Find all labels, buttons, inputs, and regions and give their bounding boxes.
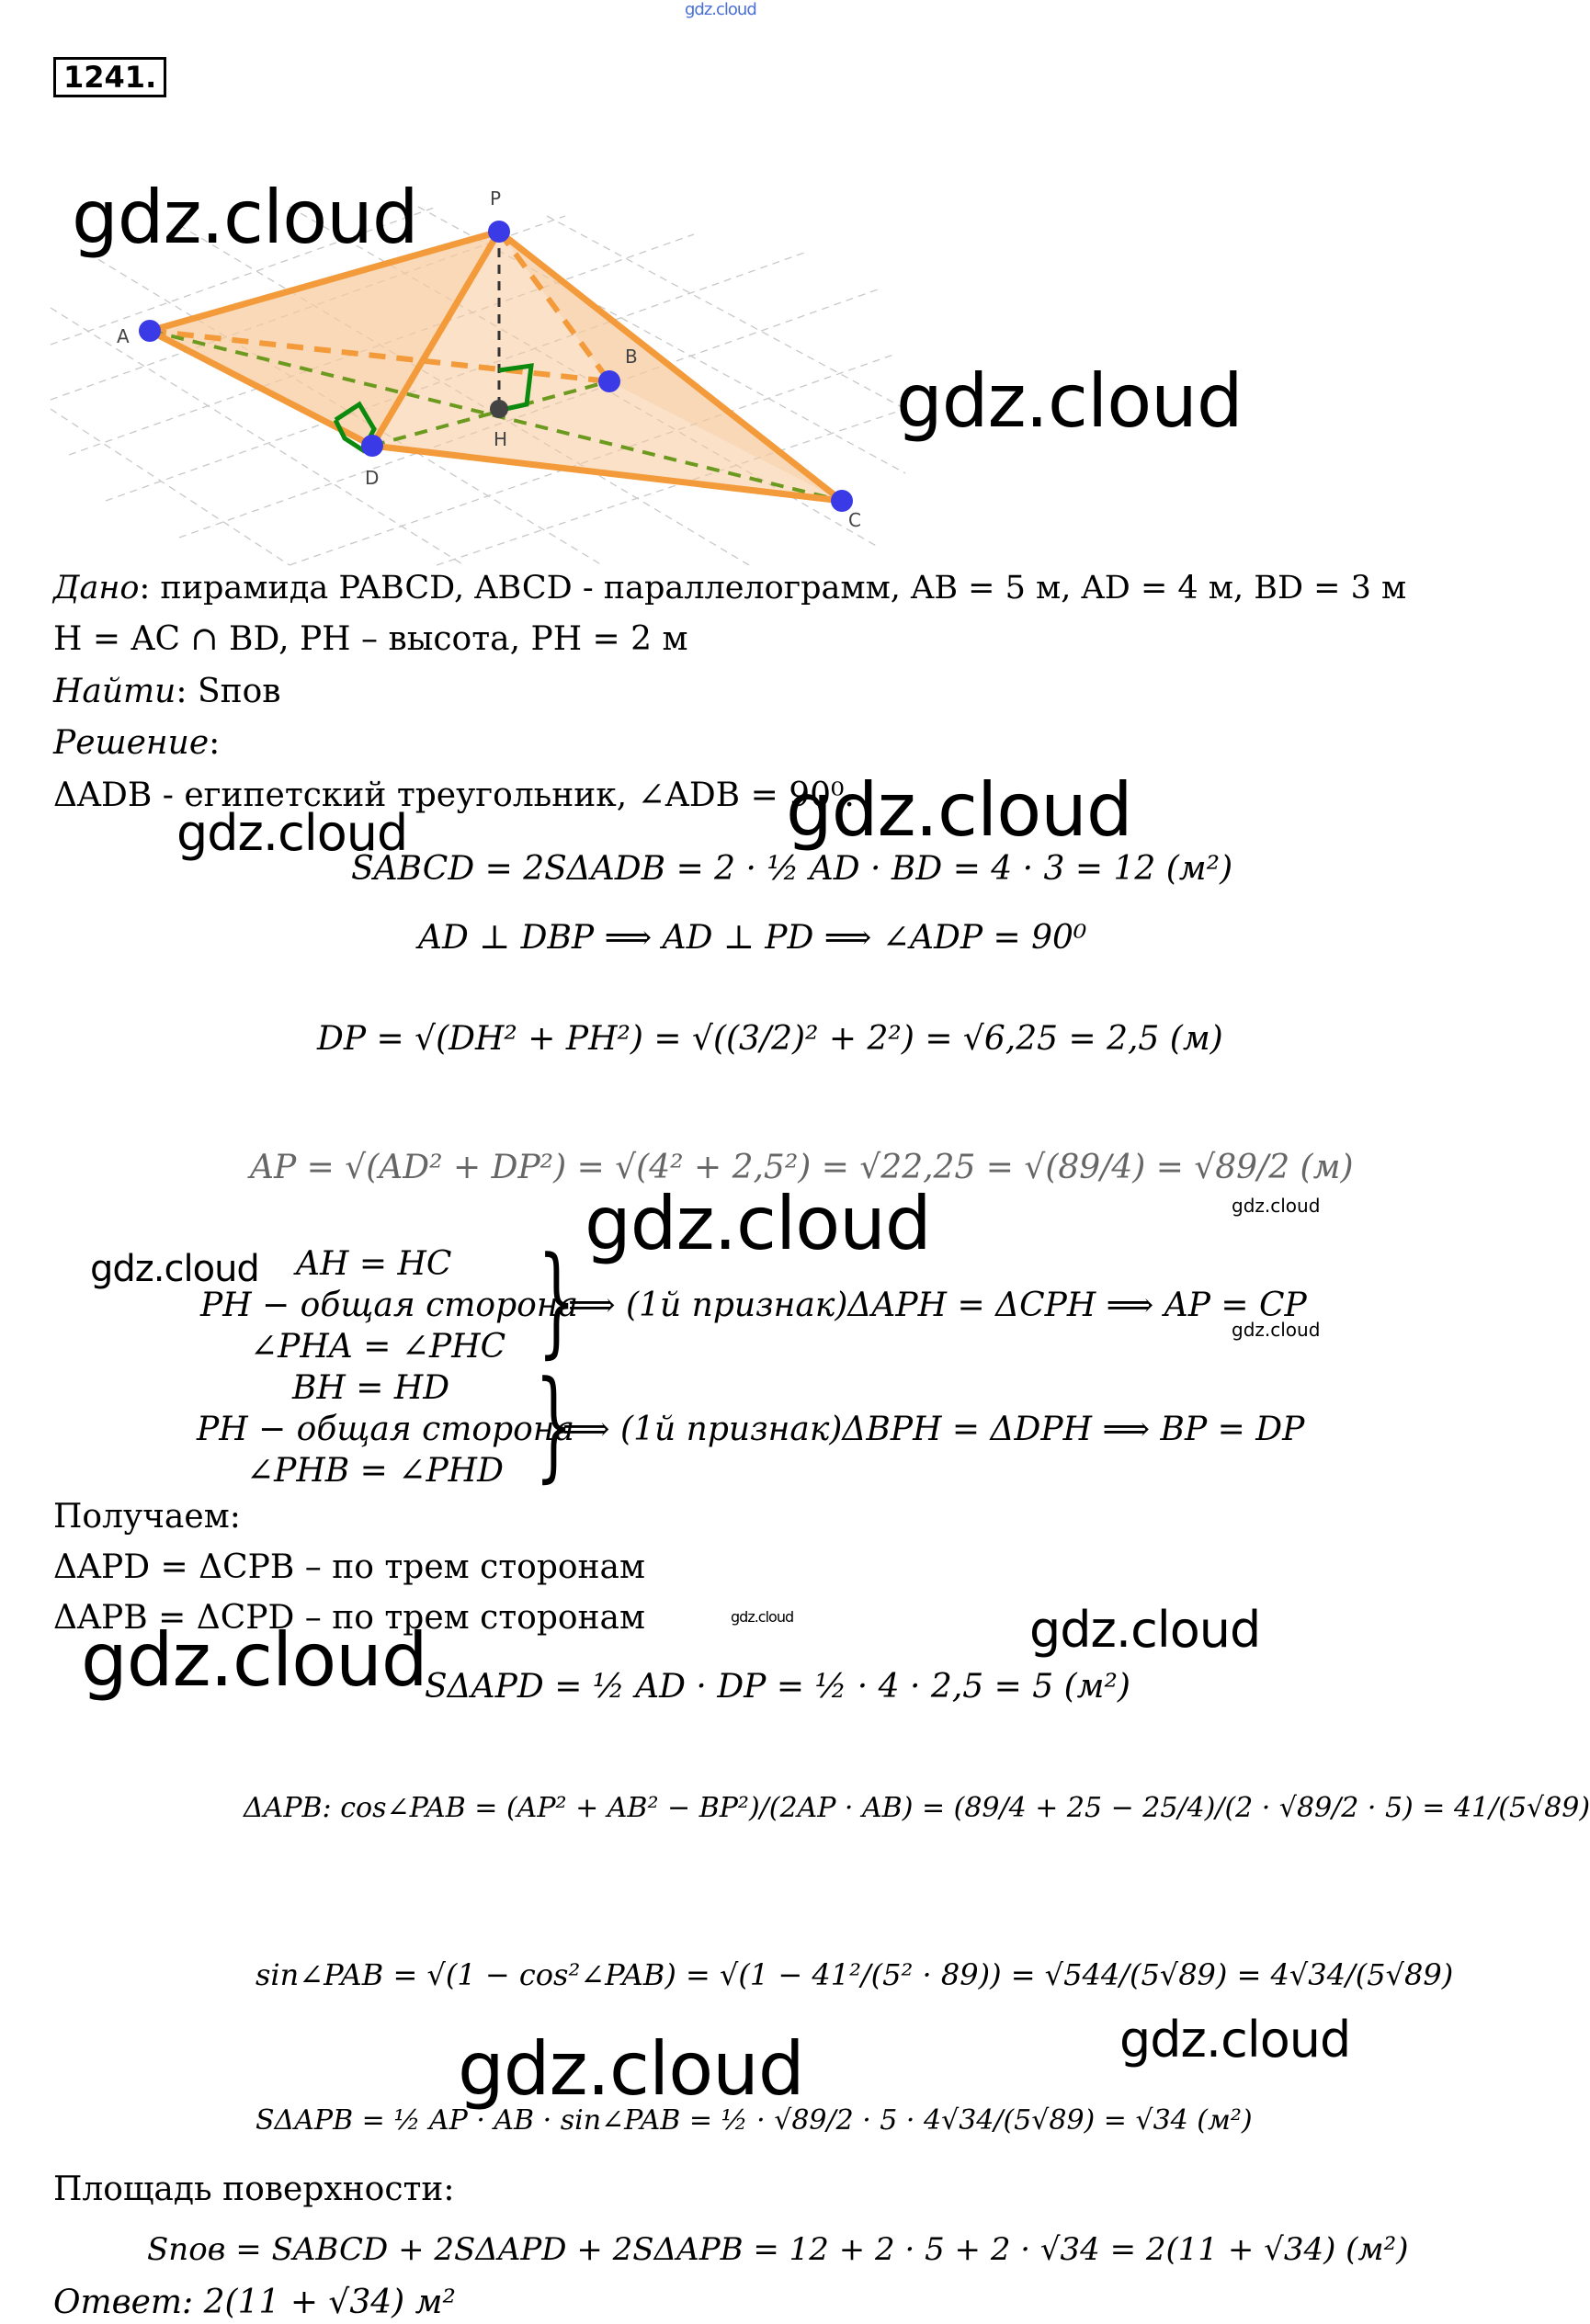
given-text: : пирамида PABCD, ABCD - параллелограмм, AB = 5 м, AD = 4 м, BD = 3 м	[139, 570, 1407, 607]
watermark: gdz.cloud	[90, 1248, 259, 1290]
system1-brace: }	[538, 1230, 576, 1370]
eq-ap: AP = √(AD² + DP²) = √(4² + 2,5²) = √22,25 = √(89/4) = √89/2 (м)	[250, 1149, 1354, 1186]
system2-line2: PH − общая сторона	[197, 1411, 574, 1448]
eq-s-abcd: SABCD = 2SΔADB = 2 · ½ AD · BD = 4 · 3 = 12 (м²)	[351, 850, 1233, 888]
solution-line	[53, 724, 220, 762]
eq-dp: DP = √(DH² + PH²) = √((3/2)² + 2²) = √6,25 = 2,5 (м)	[317, 1020, 1223, 1058]
watermark: gdz.cloud	[72, 175, 418, 260]
eq-perpendicular: AD ⊥ DBP ⟹ AD ⊥ PD ⟹ ∠ADP = 90⁰	[418, 919, 1087, 957]
label-A: A	[117, 325, 130, 347]
top-watermark: gdz.cloud	[685, 0, 756, 19]
vertex-D	[361, 435, 383, 457]
obtain-label: Получаем:	[53, 1498, 241, 1536]
watermark: gdz.cloud	[458, 2026, 804, 2112]
watermark: gdz.cloud	[1232, 1195, 1321, 1217]
eq-s-apd: SΔAPD = ½ AD · DP = ½ · 4 · 2,5 = 5 (м²)	[425, 1668, 1130, 1706]
triangle-equality-1: ΔAPD = ΔCPB – по трем сторонам	[53, 1548, 645, 1586]
watermark: gdz.cloud	[1119, 2011, 1351, 2069]
watermark: gdz.cloud	[786, 767, 1132, 853]
find-line	[53, 673, 281, 710]
egypt-triangle-line: ΔADB - египетский треугольник, ∠ADB = 90⁰.	[53, 777, 855, 814]
vertex-A	[139, 320, 161, 342]
label-D: D	[365, 467, 380, 489]
watermark: gdz.cloud	[1232, 1319, 1321, 1341]
triangle-equality-2: ΔAPB = ΔCPD – по трем сторонам	[53, 1599, 645, 1637]
eq-s-apb: SΔAPB = ½ AP · AB · sin∠PAB = ½ · √89/2 · 5 · 4√34/(5√89) = √34 (м²)	[256, 2104, 1253, 2137]
vertex-B	[598, 370, 620, 392]
find-label: Найти	[53, 673, 176, 710]
watermark: gdz.cloud	[585, 1181, 931, 1266]
system1-line1: AH = HC	[296, 1245, 452, 1283]
point-H	[490, 400, 508, 418]
answer-value: : 2(11 + √34) м²	[182, 2284, 456, 2321]
system2-result: ⟹ (1й признак)ΔBPH = ΔDPH ⟹ BP = DP	[562, 1411, 1305, 1448]
watermark: gdz.cloud	[731, 1608, 794, 1626]
find-value: : Sпов	[176, 673, 281, 710]
watermark: gdz.cloud	[81, 1617, 427, 1703]
given-line-1	[53, 570, 1406, 607]
system2-line1: BH = HD	[292, 1369, 450, 1407]
eq-total: Sпов = SABCD + 2SΔAPD + 2SΔAPB = 12 + 2 · 5 + 2 · √34 = 2(11 + √34) (м²)	[147, 2231, 1409, 2268]
answer-label: Ответ	[53, 2284, 183, 2321]
watermark: gdz.cloud	[1029, 1601, 1261, 1659]
answer-line	[53, 2284, 456, 2321]
given-line-2: H = AC ∩ BD, PH – высота, PH = 2 м	[53, 620, 688, 658]
system1-line2: PH − общая сторона	[200, 1287, 578, 1324]
vertex-P	[488, 221, 510, 243]
system2-brace: }	[535, 1355, 574, 1494]
problem-number: 1241.	[53, 57, 166, 97]
watermark: gdz.cloud	[896, 358, 1243, 444]
watermark: gdz.cloud	[176, 804, 408, 862]
label-C: C	[848, 509, 861, 531]
surface-label: Площадь поверхности:	[53, 2171, 455, 2208]
system2-line3: ∠PHB = ∠PHD	[246, 1452, 504, 1490]
given-label: Дано	[53, 570, 140, 607]
solution-label: Решение	[53, 724, 210, 762]
label-P: P	[490, 187, 502, 210]
eq-cos: ΔAPB: cos∠PAB = (AP² + AB² − BP²)/(2AP · AB) = (89/4 + 25 − 25/4)/(2 · √89/2 · 5) = 41/(5√89)	[244, 1792, 1590, 1824]
label-H: H	[494, 428, 508, 450]
eq-sin: sin∠PAB = √(1 − cos²∠PAB) = √(1 − 41²/(5² · 89)) = √544/(5√89) = 4√34/(5√89)	[256, 1957, 1454, 1992]
solution-colon: :	[209, 724, 221, 762]
system1-line3: ∠PHA = ∠PHC	[250, 1328, 506, 1366]
label-B: B	[625, 346, 638, 368]
system1-result: ⟹ (1й признак)ΔAPH = ΔCPH ⟹ AP = CP	[568, 1287, 1307, 1324]
